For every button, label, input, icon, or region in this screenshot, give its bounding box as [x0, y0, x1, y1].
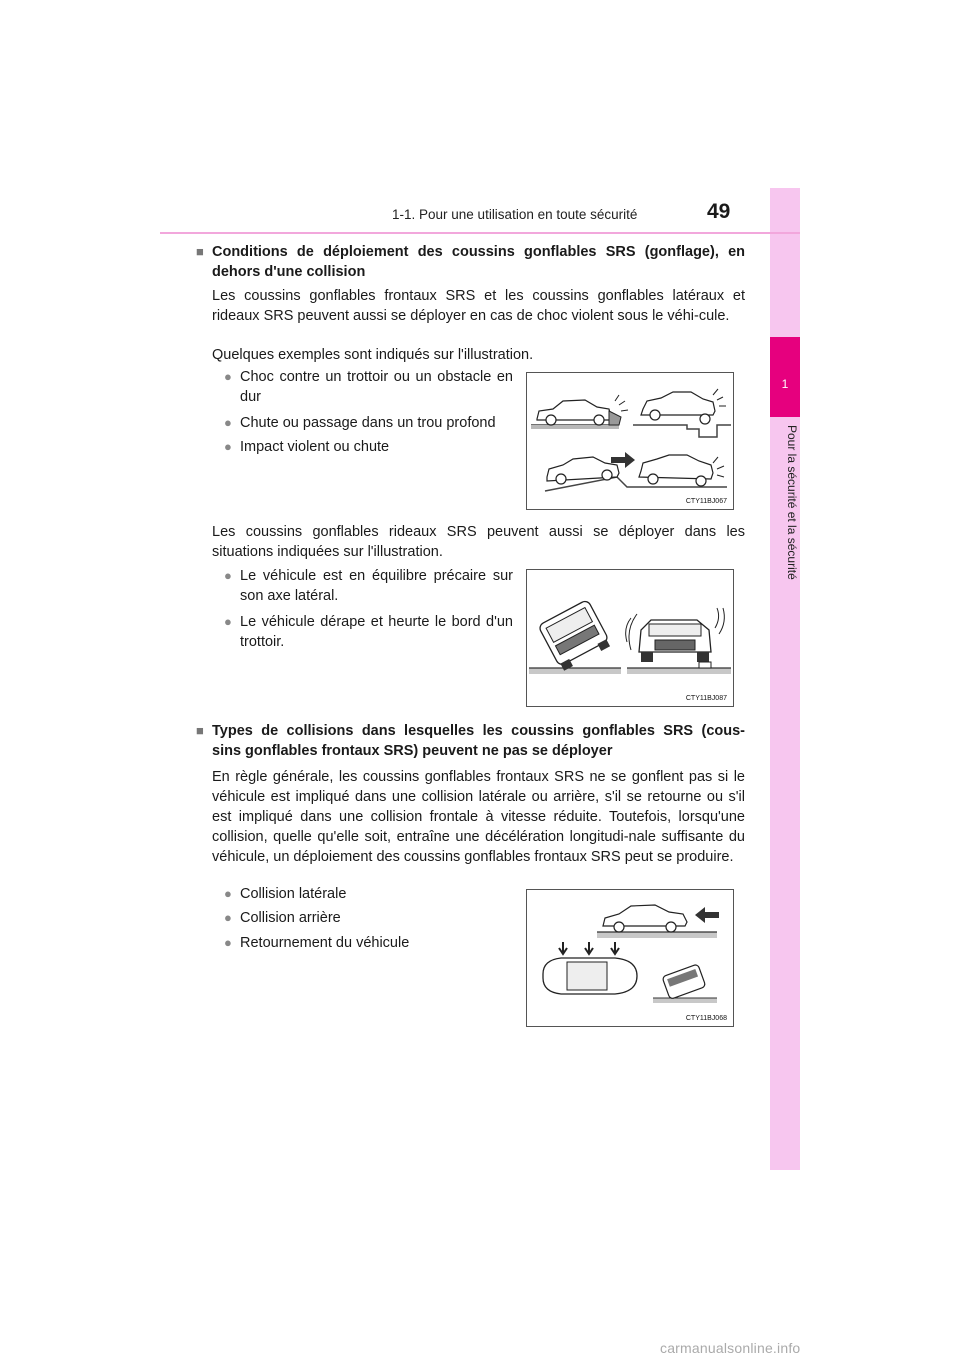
section1-paragraph-2: Quelques exemples sont indiqués sur l'illustration. — [212, 347, 534, 363]
bullet-text: Collision arrière — [240, 910, 341, 926]
bullet-icon: ● — [224, 369, 232, 384]
bullet-item — [223, 437, 513, 457]
bullet-icon: ● — [224, 935, 232, 950]
section1-paragraph-3: Les coussins gonflables rideaux SRS peuvent aussi se déployer dans les situations indiquées sur l'illustration. — [212, 524, 745, 560]
section1-title — [212, 242, 745, 282]
figure-code: CTY11BJ067 — [685, 498, 727, 505]
bullet-item — [223, 612, 513, 652]
bullet-item — [223, 884, 513, 904]
bullet-text: Chute ou passage dans un trou profond — [240, 415, 496, 431]
page-number: 49 — [707, 200, 731, 223]
bullet-text: Le véhicule dérape et heurte le bord d'un trottoir. — [240, 614, 513, 650]
bullet-icon: ● — [224, 910, 232, 925]
car-impact-drawing — [527, 373, 733, 509]
bullet-item — [223, 413, 513, 433]
section-marker: ■ — [196, 723, 204, 738]
chapter-number: 1 — [781, 377, 789, 391]
bullet-text: Retournement du véhicule — [240, 935, 410, 951]
bullet-item — [223, 908, 513, 928]
section1-title-line2: dehors d'une collision — [212, 264, 366, 280]
bullet-text: Choc contre un trottoir ou un obstacle en dur — [240, 369, 513, 405]
car-tilt-drawing — [527, 570, 733, 706]
section2-title-line2: sins gonflables frontaux SRS) peuvent ne pas se déployer — [212, 743, 613, 759]
bullet-item — [223, 933, 513, 953]
bullet-item — [223, 367, 513, 407]
chapter-sidebar — [770, 188, 800, 1170]
section2-title — [212, 721, 745, 761]
collision-types-drawing — [527, 890, 733, 1026]
section1-paragraph: Les coussins gonflables frontaux SRS et les coussins gonflables latéraux et rideaux SRS peuvent aussi se déployer en cas de choc violent sous le véhi-cule. — [212, 288, 745, 324]
bullet-text: Impact violent ou chute — [240, 439, 390, 455]
bullet-icon: ● — [224, 568, 232, 583]
bullet-icon: ● — [224, 439, 232, 454]
footer-watermark: carmanualsonline.info — [660, 1340, 801, 1356]
figure-code: CTY11BJ087 — [685, 695, 727, 702]
section2-paragraph: En règle générale, les coussins gonflables frontaux SRS ne se gonflent pas si le véhicule est impliqué dans une collision latérale ou arrière, s'il se retourne ou s'il est impliqué dans une collision frontale à vitesse réduite. Toutefois, lorsqu'une collision, quelle qu'elle soit, entraîne une décélération longitudi-nale suffisante du véhicule, un déploiement des coussins gonflables frontaux SRS peut se produire. — [212, 769, 745, 865]
header-title: 1-1. Pour une utilisation en toute sécurité — [392, 207, 638, 222]
bullet-icon: ● — [224, 614, 232, 629]
bullet-icon: ● — [224, 886, 232, 901]
illustration-collision-types — [526, 889, 734, 1027]
bullet-icon: ● — [224, 415, 232, 430]
bullet-text: Le véhicule est en équilibre précaire sur son axe latéral. — [240, 568, 513, 604]
figure-code: CTY11BJ068 — [685, 1015, 727, 1022]
header-rule — [160, 232, 800, 234]
illustration-curb-impact — [526, 372, 734, 510]
bullet-item — [223, 566, 513, 606]
section2-title-line1: Types de collisions dans lesquelles les coussins gonflables SRS (cous- — [212, 723, 745, 739]
chapter-title: Pour la sécurité et la sécurité — [785, 425, 799, 580]
section-marker: ■ — [196, 244, 204, 259]
illustration-side-tilt — [526, 569, 734, 707]
section1-title-line1: Conditions de déploiement des coussins gonflables SRS (gonflage), en — [212, 244, 745, 260]
bullet-text: Collision latérale — [240, 886, 347, 902]
